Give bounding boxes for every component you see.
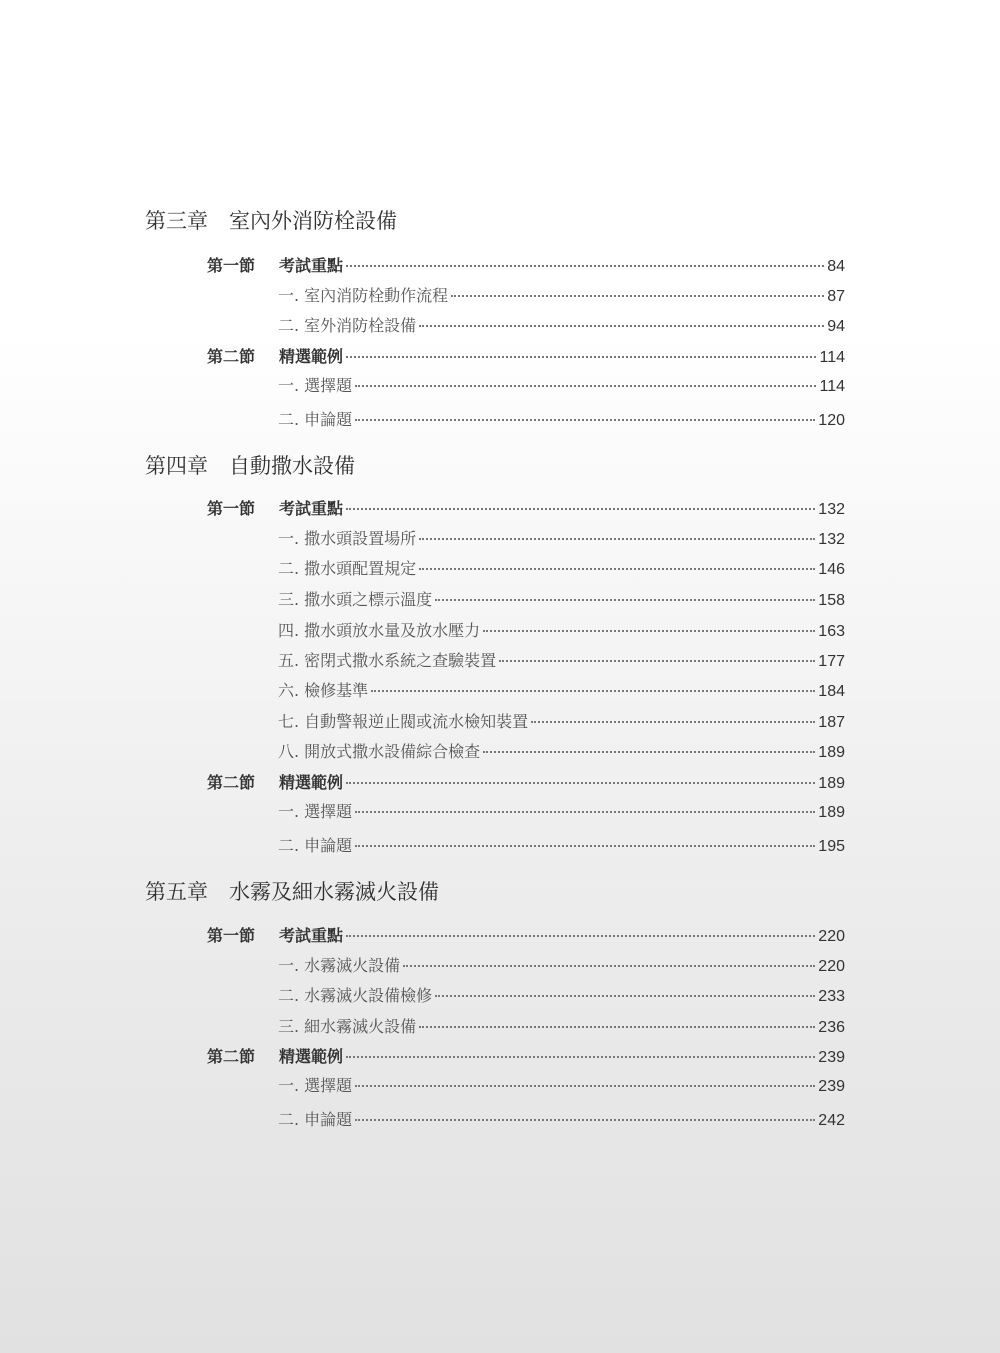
dot-leader bbox=[419, 1026, 815, 1028]
toc-item-row[interactable] bbox=[278, 678, 845, 704]
dot-leader bbox=[531, 721, 815, 723]
page-number: 189 bbox=[818, 804, 845, 821]
page-number: 114 bbox=[819, 349, 845, 366]
section-title: 考試重點 bbox=[279, 256, 344, 275]
page-number: 177 bbox=[818, 653, 845, 670]
dot-leader bbox=[346, 782, 815, 784]
item-label: 一. 水霧滅火設備 bbox=[278, 956, 401, 975]
toc-item-row[interactable] bbox=[278, 648, 845, 674]
page-number: 87 bbox=[827, 288, 845, 305]
toc-item-row[interactable] bbox=[278, 373, 845, 399]
dot-leader bbox=[499, 660, 815, 662]
chapter-title bbox=[145, 449, 355, 483]
section-number: 第二節 bbox=[207, 773, 256, 792]
section-number: 第一節 bbox=[207, 926, 256, 945]
toc-item-row[interactable] bbox=[278, 1073, 845, 1099]
toc-section-row[interactable] bbox=[207, 253, 845, 279]
section-number: 第二節 bbox=[207, 347, 256, 366]
item-label: 三. 撒水頭之標示溫度 bbox=[278, 590, 433, 609]
chapter-title bbox=[145, 875, 439, 909]
page-number: 158 bbox=[818, 592, 845, 609]
page-number: 220 bbox=[818, 928, 845, 945]
toc-section-row[interactable] bbox=[207, 344, 845, 370]
dot-leader bbox=[355, 1119, 815, 1121]
item-label: 二. 水霧滅火設備檢修 bbox=[278, 986, 433, 1005]
item-label: 二. 申論題 bbox=[278, 410, 353, 429]
page-number: 187 bbox=[818, 714, 845, 731]
toc-item-row[interactable] bbox=[278, 1107, 845, 1133]
page-number: 189 bbox=[818, 744, 845, 761]
dot-leader bbox=[355, 845, 815, 847]
dot-leader bbox=[355, 1085, 815, 1087]
page-number: 114 bbox=[819, 378, 845, 395]
dot-leader bbox=[483, 630, 815, 632]
page-number: 195 bbox=[818, 838, 845, 855]
dot-leader bbox=[419, 538, 815, 540]
chapter-number: 第三章 bbox=[145, 209, 208, 233]
toc-item-row[interactable] bbox=[278, 953, 845, 979]
toc-item-row[interactable] bbox=[278, 709, 845, 735]
page-number: 233 bbox=[818, 988, 845, 1005]
page-number: 239 bbox=[818, 1049, 845, 1066]
page-number: 120 bbox=[818, 412, 845, 429]
page-number: 189 bbox=[818, 775, 845, 792]
dot-leader bbox=[435, 599, 815, 601]
item-label: 六. 檢修基準 bbox=[278, 681, 369, 700]
item-label: 四. 撒水頭放水量及放水壓力 bbox=[278, 621, 481, 640]
item-label: 二. 申論題 bbox=[278, 836, 353, 855]
toc-section-row[interactable] bbox=[207, 496, 845, 522]
dot-leader bbox=[419, 568, 815, 570]
page-number: 184 bbox=[818, 683, 845, 700]
item-label: 一. 室內消防栓動作流程 bbox=[278, 286, 449, 305]
chapter-name: 水霧及細水霧滅火設備 bbox=[229, 880, 439, 904]
dot-leader bbox=[346, 935, 815, 937]
item-label: 二. 申論題 bbox=[278, 1110, 353, 1129]
item-label: 一. 撒水頭設置場所 bbox=[278, 529, 417, 548]
item-label: 二. 室外消防栓設備 bbox=[278, 316, 417, 335]
section-number: 第一節 bbox=[207, 256, 256, 275]
toc-item-row[interactable] bbox=[278, 1014, 845, 1040]
page-number: 132 bbox=[818, 531, 845, 548]
dot-leader bbox=[435, 995, 815, 997]
dot-leader bbox=[346, 265, 824, 267]
dot-leader bbox=[355, 385, 816, 387]
item-label: 七. 自動警報逆止閥或流水檢知裝置 bbox=[278, 712, 529, 731]
page-number: 146 bbox=[818, 561, 845, 578]
page-number: 242 bbox=[818, 1112, 845, 1129]
section-title: 精選範例 bbox=[279, 1047, 344, 1066]
section-title: 精選範例 bbox=[279, 773, 344, 792]
section-title: 考試重點 bbox=[279, 499, 344, 518]
toc-item-row[interactable] bbox=[278, 587, 845, 613]
item-label: 一. 選擇題 bbox=[278, 1076, 353, 1095]
chapter-number: 第四章 bbox=[145, 454, 208, 478]
item-label: 三. 細水霧滅火設備 bbox=[278, 1017, 417, 1036]
toc-item-row[interactable] bbox=[278, 407, 845, 433]
toc-item-row[interactable] bbox=[278, 983, 845, 1009]
dot-leader bbox=[419, 325, 824, 327]
dot-leader bbox=[355, 419, 815, 421]
section-title: 考試重點 bbox=[279, 926, 344, 945]
chapter-title bbox=[145, 204, 397, 238]
dot-leader bbox=[403, 965, 815, 967]
toc-item-row[interactable] bbox=[278, 526, 845, 552]
toc-section-row[interactable] bbox=[207, 1044, 845, 1070]
toc-item-row[interactable] bbox=[278, 739, 845, 765]
dot-leader bbox=[346, 356, 816, 358]
page-number: 94 bbox=[827, 318, 845, 335]
toc-section-row[interactable] bbox=[207, 770, 845, 796]
section-number: 第一節 bbox=[207, 499, 256, 518]
dot-leader bbox=[371, 690, 815, 692]
item-label: 二. 撒水頭配置規定 bbox=[278, 559, 417, 578]
item-label: 五. 密閉式撒水系統之查驗裝置 bbox=[278, 651, 497, 670]
section-number: 第二節 bbox=[207, 1047, 256, 1066]
chapter-name: 室內外消防栓設備 bbox=[229, 209, 397, 233]
toc-item-row[interactable] bbox=[278, 618, 845, 644]
item-label: 一. 選擇題 bbox=[278, 376, 353, 395]
toc-item-row[interactable] bbox=[278, 833, 845, 859]
dot-leader bbox=[451, 295, 824, 297]
toc-item-row[interactable] bbox=[278, 313, 845, 339]
section-title: 精選範例 bbox=[279, 347, 344, 366]
dot-leader bbox=[355, 811, 815, 813]
dot-leader bbox=[483, 751, 815, 753]
chapter-name: 自動撒水設備 bbox=[229, 454, 355, 478]
toc-item-row[interactable] bbox=[278, 799, 845, 825]
page-number: 220 bbox=[818, 958, 845, 975]
toc-item-row[interactable] bbox=[278, 556, 845, 582]
page-number: 236 bbox=[818, 1019, 845, 1036]
toc-item-row[interactable] bbox=[278, 283, 845, 309]
page-number: 239 bbox=[818, 1078, 845, 1095]
page-number: 163 bbox=[818, 623, 845, 640]
chapter-number: 第五章 bbox=[145, 880, 208, 904]
item-label: 八. 開放式撒水設備綜合檢查 bbox=[278, 742, 481, 761]
item-label: 一. 選擇題 bbox=[278, 802, 353, 821]
page-number: 84 bbox=[827, 258, 845, 275]
dot-leader bbox=[346, 1056, 815, 1058]
toc-section-row[interactable] bbox=[207, 923, 845, 949]
page-number: 132 bbox=[818, 501, 845, 518]
dot-leader bbox=[346, 508, 815, 510]
